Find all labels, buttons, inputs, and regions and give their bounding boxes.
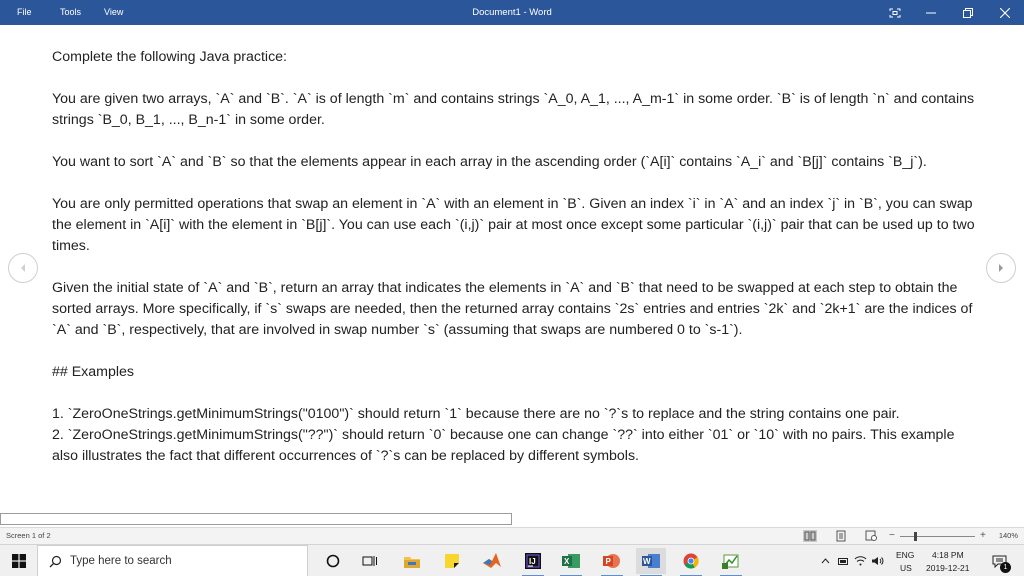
- language-label: ENG: [896, 550, 915, 560]
- powerpoint-icon: [603, 553, 621, 569]
- example-2: 2. `ZeroOneStrings.getMinimumStrings("??")` should return `0` because one can change `??` into either `01` or `10` with no pairs. This example also illustrates the fact that different occurrences of `?`s can be replaced by different symbols.: [52, 427, 955, 464]
- window-title: Document1 - Word: [472, 7, 552, 18]
- cortana-button[interactable]: [318, 548, 348, 574]
- taskbar-powerpoint[interactable]: [597, 548, 627, 574]
- chrome-icon: [683, 553, 699, 569]
- region-label: US: [900, 563, 912, 573]
- horizontal-scrollbar[interactable]: [0, 513, 512, 525]
- taskbar-word[interactable]: [636, 548, 666, 574]
- intellij-icon: [525, 553, 541, 569]
- chevron-right-icon: [996, 263, 1006, 273]
- web-layout-button[interactable]: [864, 530, 878, 542]
- speaker-icon: [871, 556, 884, 566]
- paragraph-return: Given the initial state of `A` and `B`, return an array that indicates the elements in `A` and `B` that need to be swapped at each step to obtain the sorted arrays. More specifically, if `s` swaps are needed, then the returned array contains `2s` entries and entries `2k` and `2k+1` are the indices of `A` and `B`, respectively, that are involved in swap number `s` (assuming that swaps are numbered 0 to `s-1`).: [52, 280, 973, 338]
- clock-time: 4:18 PM: [932, 550, 964, 560]
- document-content[interactable]: [52, 47, 977, 467]
- taskbar-intellij[interactable]: [518, 548, 548, 574]
- screen-indicator: Screen 1 of 2: [6, 531, 51, 540]
- action-center-button[interactable]: [985, 548, 1013, 574]
- svg-text:P: P: [605, 557, 611, 566]
- task-view-icon: [362, 554, 378, 568]
- chevron-up-icon: [821, 558, 830, 564]
- paragraph-sort: You want to sort `A` and `B` so that the elements appear in each array in the ascending order (`A[i]` contains `A_i` and `B[j]` contains `B_j`).: [52, 154, 927, 170]
- battery-button[interactable]: [835, 548, 851, 574]
- search-icon: [49, 555, 62, 568]
- next-screen-button[interactable]: [986, 253, 1016, 283]
- chart-app-icon: [722, 553, 740, 569]
- volume-button[interactable]: [868, 548, 886, 574]
- paragraph-arrays: You are given two arrays, `A` and `B`. `A` is of length `m` and contains strings `A_0, A_1, ..., A_m-1` in some order. `B` is of length `n` and contains strings `B_0, B_1, ..., B_n-1` in some order.: [52, 91, 975, 128]
- windows-logo-icon: [12, 554, 26, 568]
- sticky-notes-icon: [445, 554, 459, 568]
- web-layout-icon: [864, 530, 878, 542]
- svg-text:IJ: IJ: [529, 557, 536, 566]
- menu-tools[interactable]: Tools: [60, 7, 82, 17]
- start-button[interactable]: [4, 548, 34, 574]
- focus-mode-icon: [889, 8, 901, 18]
- zoom-level[interactable]: 140%: [998, 531, 1018, 540]
- zoom-slider[interactable]: [900, 536, 975, 537]
- taskbar-matlab[interactable]: [477, 548, 507, 574]
- svg-text:X: X: [564, 557, 570, 566]
- read-mode-button[interactable]: [803, 530, 817, 542]
- menu-file[interactable]: File: [17, 7, 32, 17]
- folder-icon: [403, 554, 421, 569]
- heading-examples: ## Examples: [52, 364, 135, 380]
- taskbar-search-box[interactable]: [37, 545, 308, 576]
- clock-date: 2019-12-21: [926, 563, 970, 573]
- zoom-out-button[interactable]: −: [889, 530, 895, 541]
- search-placeholder: Type here to search: [70, 555, 172, 567]
- close-button[interactable]: [987, 0, 1023, 25]
- svg-text:W: W: [643, 557, 651, 566]
- restore-button[interactable]: [950, 0, 986, 25]
- input-language-button[interactable]: [890, 547, 922, 575]
- taskbar-sticky-notes[interactable]: [437, 548, 467, 574]
- example-1: 1. `ZeroOneStrings.getMinimumStrings("0100")` should return `1` because there are no `?`s to replace and the string contains one pair.: [52, 406, 900, 422]
- taskbar-chrome[interactable]: [676, 548, 706, 574]
- title-bar: [0, 0, 1024, 25]
- cortana-icon: [326, 554, 340, 568]
- matlab-icon: [483, 553, 501, 569]
- show-hidden-icons-button[interactable]: [815, 548, 835, 574]
- paragraph-intro: Complete the following Java practice:: [52, 49, 288, 65]
- wifi-icon: [854, 556, 867, 566]
- paragraph-swap: You are only permitted operations that swap an element in `A` with an element in `B`. Given an index `i` in `A` and an index `j` in `B`, you can swap the element in `A[i]` with the element in `B[j]`. You can use each `(i,j)` pair at most once except some particular `(i,j)` pair that can be used up to two times.: [52, 196, 975, 254]
- task-view-button[interactable]: [355, 548, 385, 574]
- print-layout-button[interactable]: [834, 530, 848, 542]
- minimize-button[interactable]: [913, 0, 949, 25]
- read-mode-icon: [803, 530, 817, 542]
- notification-count-badge: 1: [1000, 562, 1011, 573]
- taskbar: [0, 544, 1024, 576]
- previous-screen-button[interactable]: [8, 253, 38, 283]
- taskbar-excel[interactable]: [556, 548, 586, 574]
- status-bar: [0, 527, 1024, 544]
- zoom-slider-thumb[interactable]: [914, 532, 917, 541]
- zoom-in-button[interactable]: +: [980, 530, 986, 541]
- restore-icon: [963, 8, 973, 18]
- battery-icon: [838, 558, 849, 565]
- focus-mode-button[interactable]: [877, 0, 913, 25]
- word-icon: [642, 553, 660, 569]
- taskbar-spreadsheet-app[interactable]: [716, 548, 746, 574]
- excel-icon: [562, 553, 580, 569]
- taskbar-file-explorer[interactable]: [397, 548, 427, 574]
- clock[interactable]: [924, 547, 980, 575]
- chevron-left-icon: [18, 263, 28, 273]
- wifi-button[interactable]: [851, 548, 869, 574]
- minimize-icon: [926, 8, 936, 18]
- document-area[interactable]: [0, 25, 1024, 510]
- print-layout-icon: [834, 530, 848, 542]
- close-icon: [1000, 8, 1010, 18]
- menu-view[interactable]: View: [104, 7, 124, 17]
